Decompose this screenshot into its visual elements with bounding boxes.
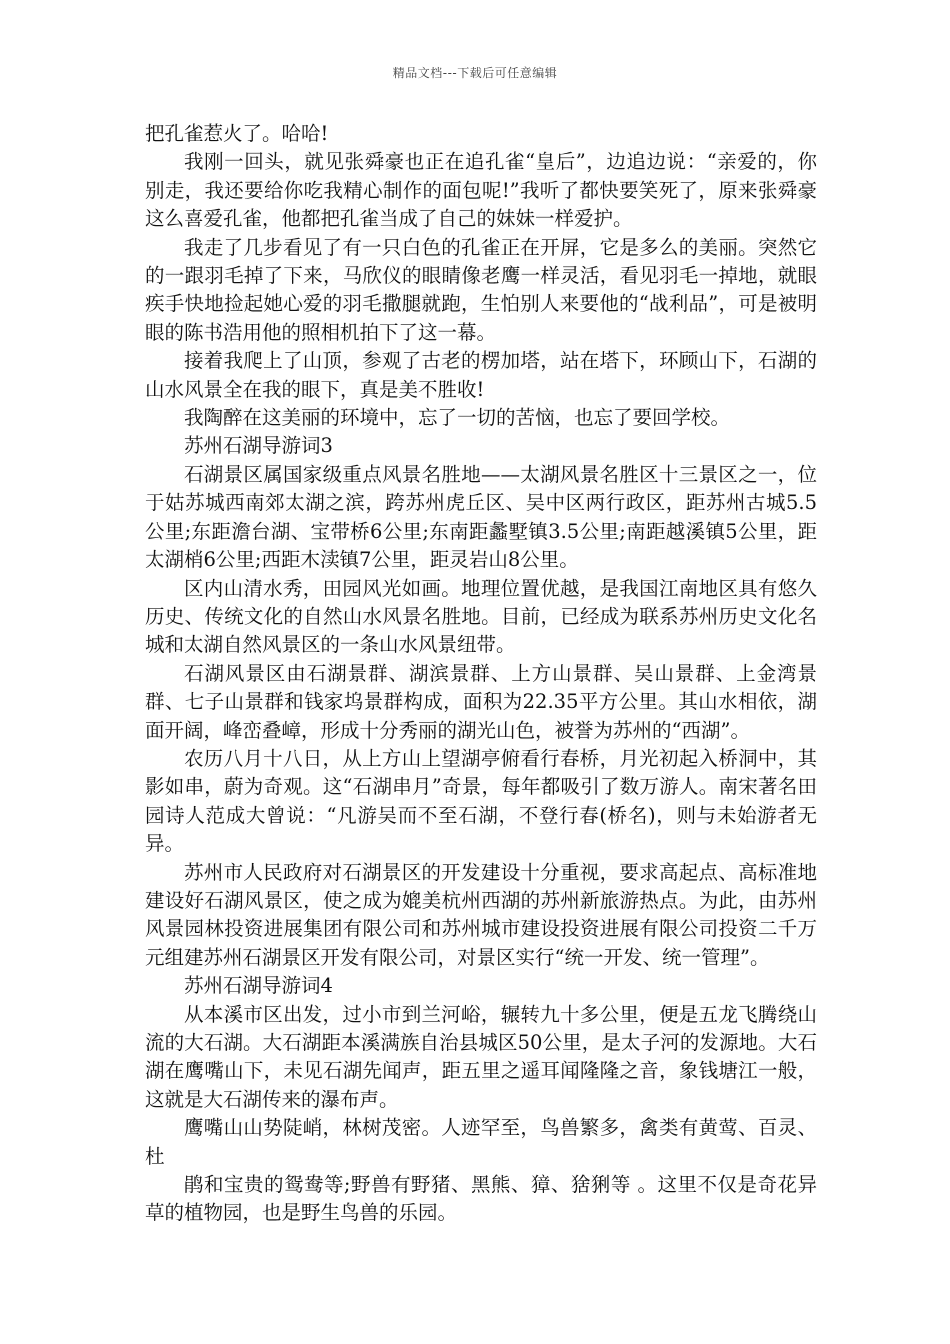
paragraph: 接着我爬上了山顶，参观了古老的楞加塔，站在塔下，环顾山下，石湖的山水风景全在我的眼下，真是美不胜收! <box>145 349 817 401</box>
paragraph: 我走了几步看见了有一只白色的孔雀正在开屏，它是多么的美丽。突然它的一跟羽毛掉了下来，马欣仪的眼睛像老鹰一样灵活，看见羽毛一掉地，就眼疾手快地捡起她心爱的羽毛撒腿就跑，生怕别人来要他的“战利品”，可是被明眼的陈书浩用他的照相机拍下了这一幕。 <box>145 235 817 344</box>
paragraph: 石湖风景区由石湖景群、湖滨景群、上方山景群、吴山景群、上金湾景群、七子山景群和钱家坞景群构成，面积为22.35平方公里。其山水相依，湖面开阔，峰峦叠嶂，形成十分秀丽的湖光山色，被誉为苏州的“西湖”。 <box>145 661 817 742</box>
paragraph: 从本溪市区出发，过小市到兰河峪，辗转九十多公里，便是五龙飞腾绕山流的大石湖。大石湖距本溪满族自治县城区50公里，是太子河的发源地。大石湖在鹰嘴山下，未见石湖先闻声，距五里之遥耳闻隆隆之音，象钱塘江一般，这就是大石湖传来的瀑布声。 <box>145 1002 817 1111</box>
paragraph: 我刚一回头，就见张舜豪也正在追孔雀“皇后”，边追边说：“亲爱的，你别走，我还要给你吃我精心制作的面包呢!”我听了都快要笑死了，原来张舜豪这么喜爱孔雀，他都把孔雀当成了自己的妹妹一样爱护。 <box>145 150 817 231</box>
paragraph: 鹃和宝贵的鸳鸯等;野兽有野猪、黑熊、獐、猞猁等 。这里不仅是奇花异草的植物园，也是野生鸟兽的乐园。 <box>145 1173 817 1225</box>
paragraph: 鹰嘴山山势陡峭，林树茂密。人迹罕至，鸟兽繁多，禽类有黄莺、百灵、杜 <box>145 1116 817 1168</box>
paragraph: 把孔雀惹火了。哈哈! <box>145 122 329 145</box>
section-heading: 苏州石湖导游词3 <box>184 434 333 458</box>
document-body <box>145 120 817 1228</box>
paragraph: 石湖景区属国家级重点风景名胜地——太湖风景名胜区十三景区之一，位于姑苏城西南郊太湖之滨，跨苏州虎丘区、吴中区两行政区，距苏州古城5.5公里;东距澹台湖、宝带桥6公里;东南距蠡墅镇3.5公里;南距越溪镇5公里，距太湖梢6公里;西距木渎镇7公里，距灵岩山8公里。 <box>145 462 817 572</box>
page-header: 精品文档---下载后可任意编辑 <box>392 66 558 80</box>
section-heading: 苏州石湖导游词4 <box>184 974 333 998</box>
paragraph: 农历八月十八日，从上方山上望湖亭俯看行春桥，月光初起入桥洞中，其影如串，蔚为奇观。这“石湖串月”奇景，每年都吸引了数万游人。南宋著名田园诗人范成大曾说：“凡游吴而不至石湖，不登行春(桥名)，则与未始游者无异。 <box>145 746 817 856</box>
paragraph: 我陶醉在这美丽的环境中，忘了一切的苦恼，也忘了要回学校。 <box>184 406 731 430</box>
paragraph: 苏州市人民政府对石湖景区的开发建设十分重视，要求高起点、高标准地建设好石湖风景区，使之成为媲美杭州西湖的苏州新旅游热点。为此，由苏州风景园林投资进展集团有限公司和苏州城市建设投资进展有限公司投资二千万元组建苏州石湖景区开发有限公司，对景区实行“统一开发、统一管理”。 <box>145 860 817 969</box>
paragraph: 区内山清水秀，田园风光如画。地理位置优越，是我国江南地区具有悠久历史、传统文化的自然山水风景名胜地。目前，已经成为联系苏州历史文化名城和太湖自然风景区的一条山水风景纽带。 <box>145 576 817 657</box>
